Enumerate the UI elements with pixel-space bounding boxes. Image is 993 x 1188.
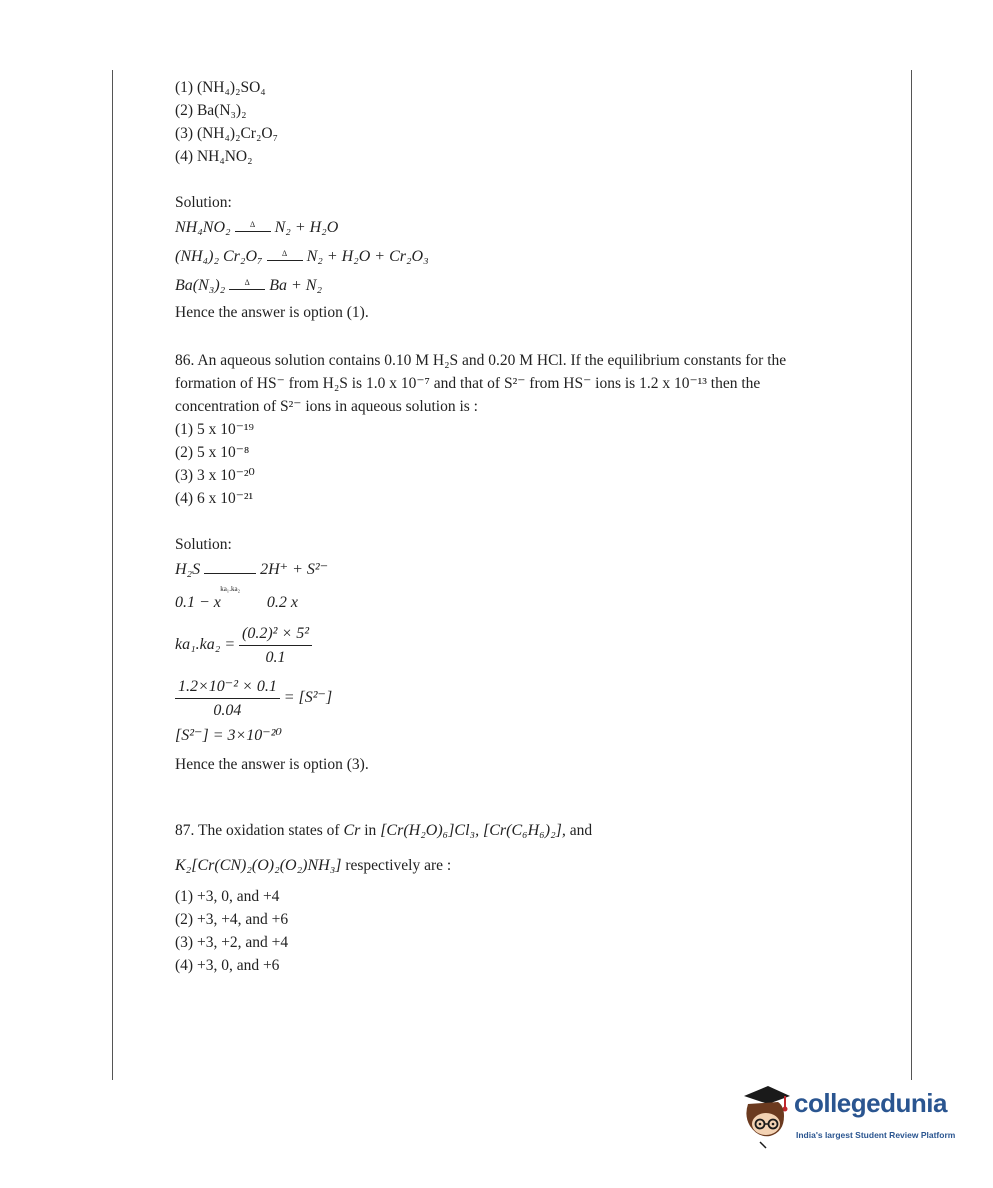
logo-tagline: India's largest Student Review Platform (796, 1130, 956, 1140)
q86-equation-5: [S²⁻] = 3×10⁻²⁰ (175, 727, 282, 744)
q85-option-1: (1) (NH₄)₂SO₄ (175, 79, 266, 96)
q86-answer: Hence the answer is option (3). (175, 756, 369, 773)
q87-option-4: (4) +3, 0, and +6 (175, 957, 280, 974)
q86-equation-3: ka₁.ka₂ = $\frac{\text{(0.2)² × 5²}}{0.1}$ (175, 622, 865, 669)
q87-option-1: (1) +3, 0, and +4 (175, 888, 280, 905)
q87-option-3: (3) +3, +2, and +4 (175, 934, 289, 951)
q86-equation-2: 0.1 − x 0.2 x (175, 594, 299, 611)
q85-answer: Hence the answer is option (1). (175, 304, 369, 321)
q86-solution-label: Solution: (175, 536, 232, 553)
q86-option-3: (3) 3 x 10⁻²⁰ (175, 467, 255, 484)
q87-option-2: (2) +3, +4, and +6 (175, 911, 289, 928)
q87-question-line-2: K₂[Cr(CN)₂(O)₂(O₂)NH₃] respectively are : (175, 857, 452, 874)
q85-equation-1: NH₄NO₂ Δ N₂ + H₂O (175, 219, 339, 236)
q86-option-2: (2) 5 x 10⁻⁸ (175, 444, 250, 461)
q85-option-4: (4) NH₄NO₂ (175, 148, 253, 165)
q85-equation-2: (NH₄)₂ Cr₂O₇ Δ N₂ + H₂O + Cr₂O₃ (175, 248, 429, 265)
right-margin-rule (911, 70, 912, 1080)
page-content (175, 76, 865, 977)
logo-wordmark: collegedunia (794, 1088, 947, 1118)
q87-question-line-1: 87. The oxidation states of Cr in [Cr(H₂O)₆]Cl₃, [Cr(C₆H₆)₂], and (175, 822, 593, 839)
q86-option-4: (4) 6 x 10⁻²¹ (175, 490, 254, 507)
collegedunia-logo (738, 1082, 963, 1152)
q86-option-1: (1) 5 x 10⁻¹⁹ (175, 421, 254, 438)
q85-option-2: (2) Ba(N₃)₂ (175, 102, 247, 119)
q85-equation-3: Ba(N₃)₂ Δ Ba + N₂ (175, 277, 323, 294)
q86-equation-4: $\frac{\text{1.2×10⁻² × 0.1}}{0.04}$ = [S²⁻] (175, 675, 865, 722)
left-margin-rule (112, 70, 113, 1080)
q86-equation-1: H₂S ka₁.ka₂ 2H⁺ + S²⁻ (175, 561, 329, 593)
q85-option-3: (3) (NH₄)₂Cr₂O₇ (175, 125, 278, 142)
q85-solution-label: Solution: (175, 194, 232, 211)
mascot-icon (738, 1082, 794, 1152)
q86-question: 86. An aqueous solution contains 0.10 M H₂S and 0.20 M HCl. If the equilibrium constants for the formation of HS⁻ from H₂S is 1.0 x 10⁻⁷ and that of S²⁻ from HS⁻ ions is 1.2 x 10⁻¹³ then the concentration of S²⁻ ions in aqueous solution is : (175, 352, 787, 415)
